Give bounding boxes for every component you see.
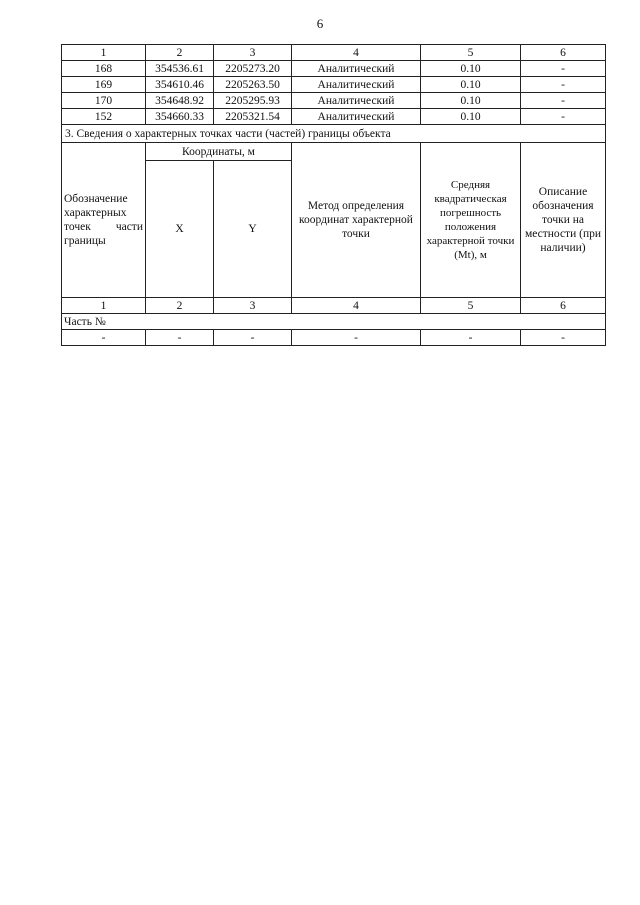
column-number: 2 <box>146 298 214 314</box>
error-cell: 0.10 <box>421 77 521 93</box>
description-cell: - <box>521 93 606 109</box>
column-number: 6 <box>521 298 606 314</box>
column-number: 6 <box>521 45 606 61</box>
column-number-row <box>62 45 606 61</box>
x-coordinate-cell: 354660.33 <box>146 109 214 125</box>
point-number-cell: 152 <box>62 109 146 125</box>
method-header: Метод определения координат характерной точки <box>292 143 421 298</box>
part-label: Часть № <box>62 314 606 330</box>
characteristic-points-table <box>61 44 606 346</box>
description-cell: - <box>521 61 606 77</box>
empty-cell: - <box>421 330 521 346</box>
empty-cell: - <box>521 330 606 346</box>
section-title: 3. Сведения о характерных точках части (частей) границы объекта <box>62 125 606 143</box>
x-coordinate-cell: 354648.92 <box>146 93 214 109</box>
x-header: X <box>146 161 214 298</box>
section-title-row <box>62 125 606 143</box>
column-number: 1 <box>62 45 146 61</box>
error-cell: 0.10 <box>421 109 521 125</box>
page-number: 6 <box>316 16 324 31</box>
table-row <box>62 330 606 346</box>
error-cell: 0.10 <box>421 93 521 109</box>
coordinates-header: Координаты, м <box>146 143 292 161</box>
part-label-row <box>62 314 606 330</box>
error-cell: 0.10 <box>421 61 521 77</box>
method-cell: Аналитический <box>292 77 421 93</box>
header-row <box>62 143 606 161</box>
y-coordinate-cell: 2205321.54 <box>214 109 292 125</box>
column-number: 3 <box>214 298 292 314</box>
column-number: 4 <box>292 45 421 61</box>
y-header: Y <box>214 161 292 298</box>
empty-cell: - <box>62 330 146 346</box>
y-coordinate-cell: 2205263.50 <box>214 77 292 93</box>
empty-cell: - <box>214 330 292 346</box>
description-header: Описание обозначения точки на местности (при наличии) <box>521 143 606 298</box>
y-coordinate-cell: 2205273.20 <box>214 61 292 77</box>
error-header: Средняя квадратическая погрешность положения характерной точки (Mt), м <box>421 143 521 298</box>
column-number: 1 <box>62 298 146 314</box>
column-number: 5 <box>421 298 521 314</box>
method-cell: Аналитический <box>292 61 421 77</box>
column-number: 5 <box>421 45 521 61</box>
empty-cell: - <box>146 330 214 346</box>
point-designation-header: Обозначение характерных точек части границы <box>62 143 146 298</box>
y-coordinate-cell: 2205295.93 <box>214 93 292 109</box>
x-coordinate-cell: 354536.61 <box>146 61 214 77</box>
method-cell: Аналитический <box>292 93 421 109</box>
point-number-cell: 170 <box>62 93 146 109</box>
point-number-cell: 169 <box>62 77 146 93</box>
point-number-cell: 168 <box>62 61 146 77</box>
empty-cell: - <box>292 330 421 346</box>
column-number-row <box>62 298 606 314</box>
x-coordinate-cell: 354610.46 <box>146 77 214 93</box>
column-number: 4 <box>292 298 421 314</box>
table-row <box>62 93 606 109</box>
method-cell: Аналитический <box>292 109 421 125</box>
description-cell: - <box>521 77 606 93</box>
column-number: 2 <box>146 45 214 61</box>
table-row <box>62 109 606 125</box>
column-number: 3 <box>214 45 292 61</box>
table-row <box>62 77 606 93</box>
table-row <box>62 61 606 77</box>
description-cell: - <box>521 109 606 125</box>
